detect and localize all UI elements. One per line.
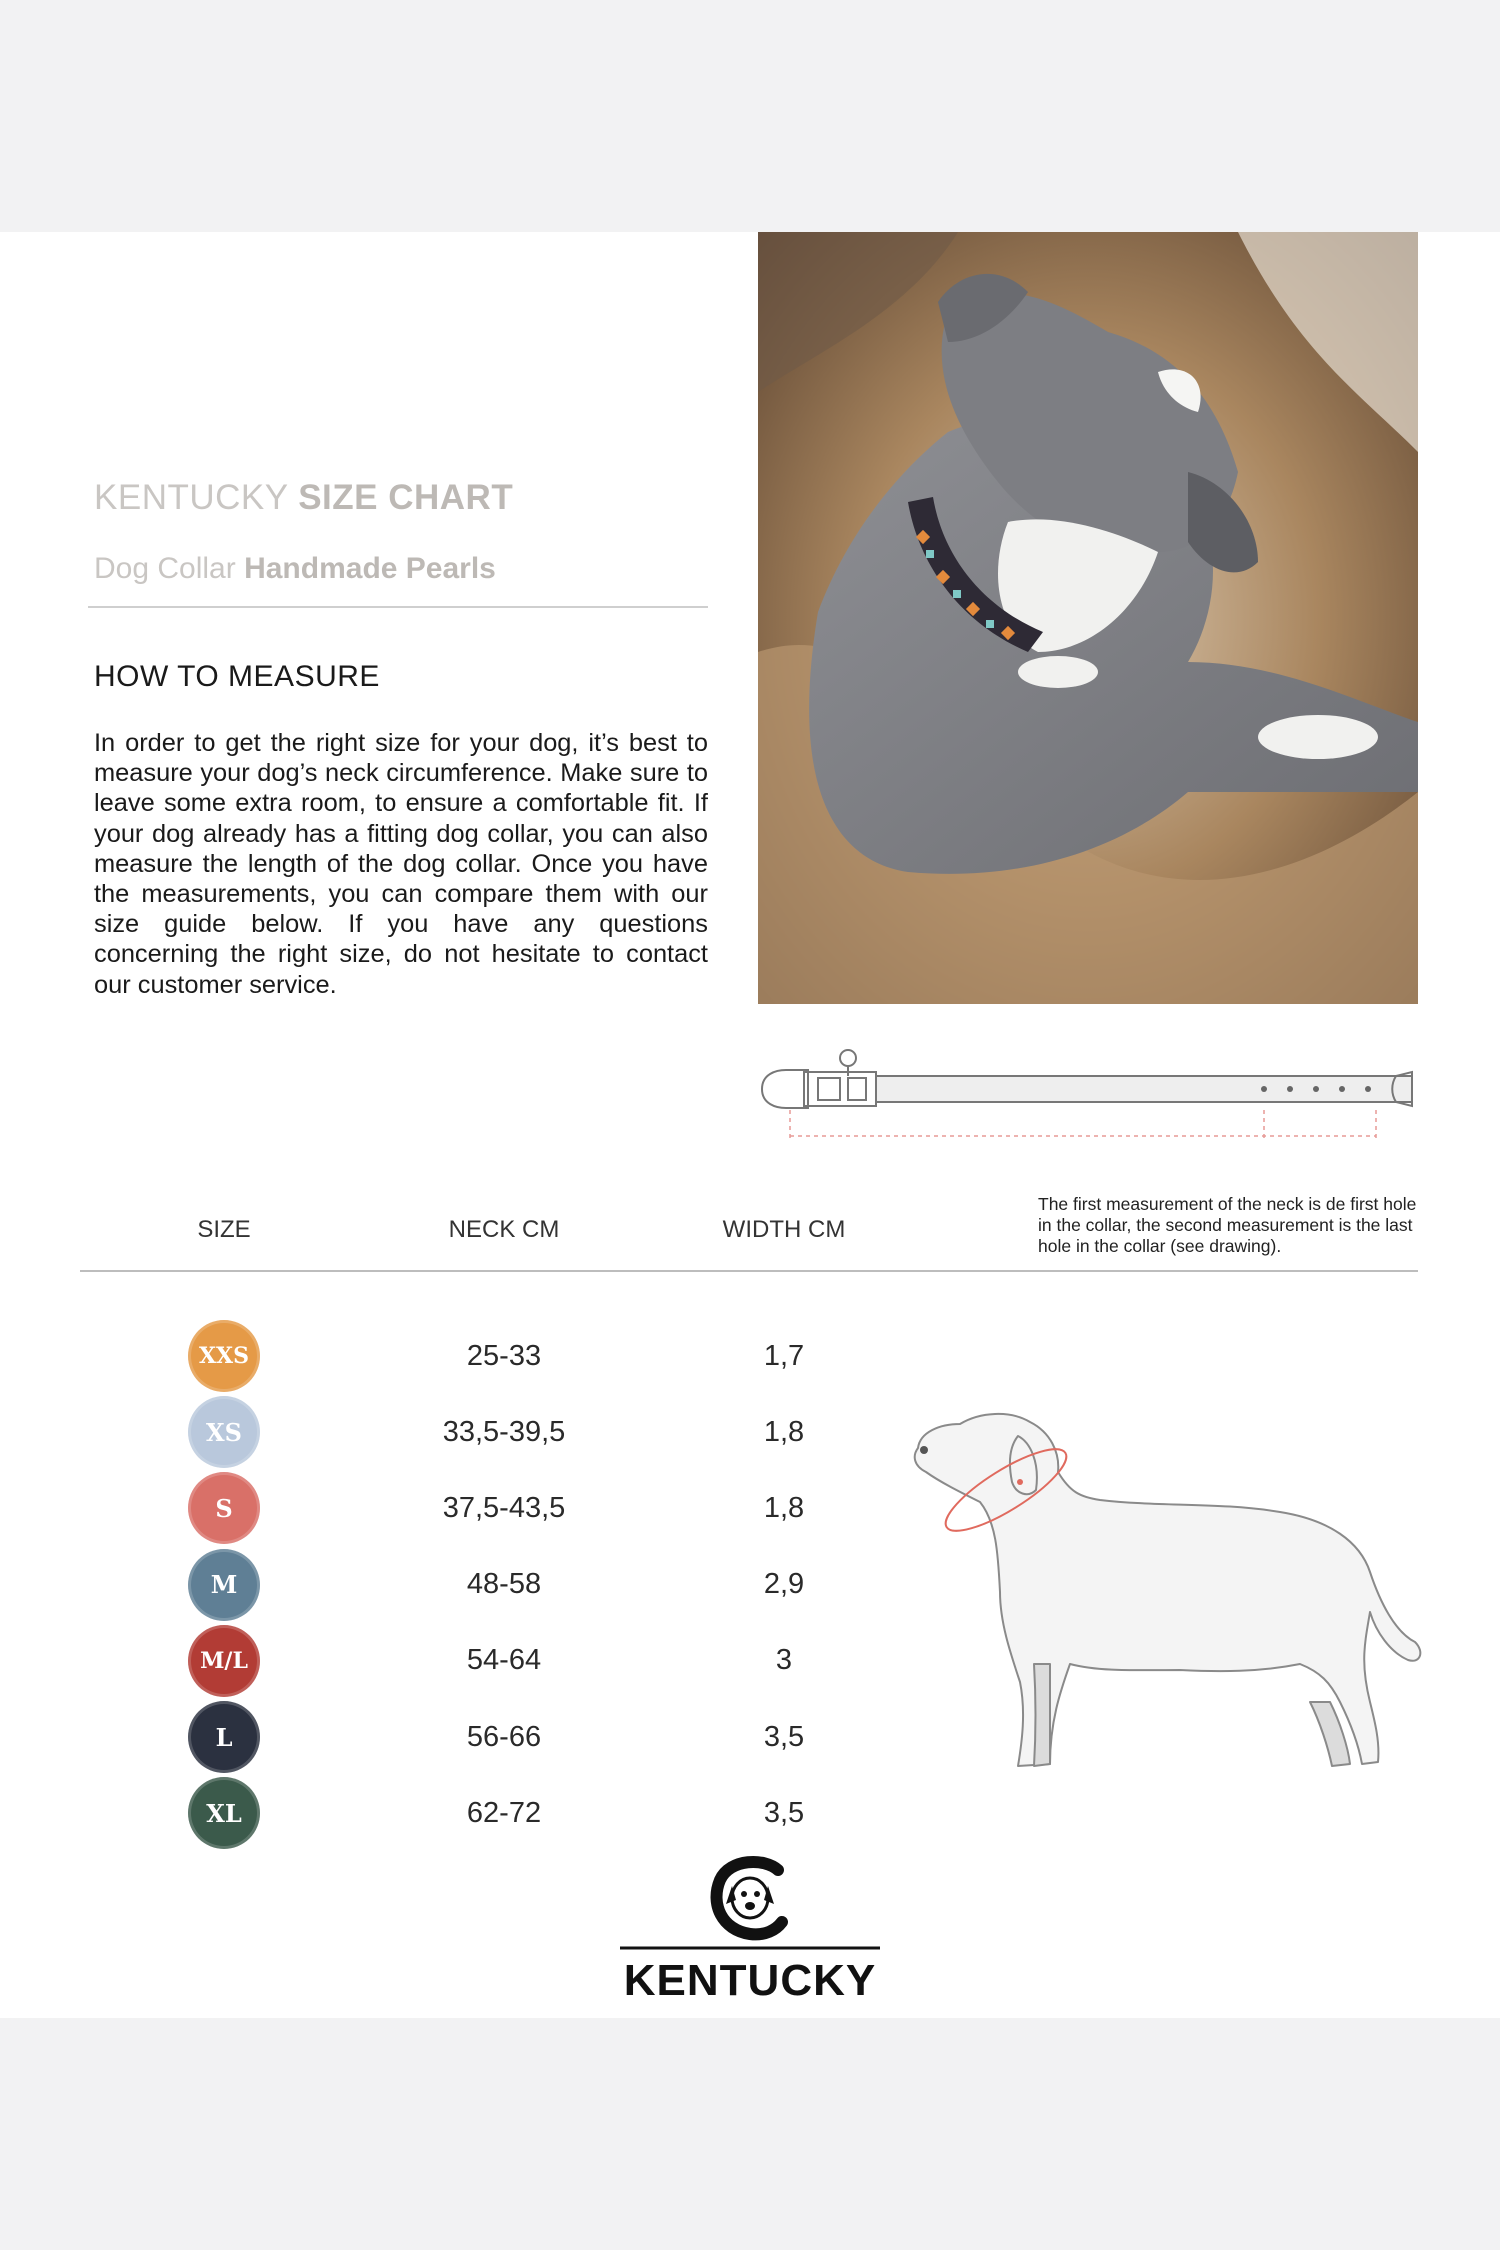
neck-cm-cell: 25-33 — [466, 1339, 542, 1372]
size-badge: L — [188, 1701, 260, 1773]
table-row — [0, 1547, 900, 1623]
product-subtitle: Dog Collar Handmade Pearls — [94, 552, 496, 585]
size-chart-title: KENTUCKY SIZE CHART — [94, 478, 514, 517]
how-to-measure-heading: HOW TO MEASURE — [94, 660, 380, 693]
width-cm-cell: 3,5 — [763, 1796, 805, 1829]
width-cm-cell: 1,8 — [763, 1491, 805, 1524]
size-badge: XS — [188, 1396, 260, 1468]
width-cm-cell: 2,9 — [763, 1568, 805, 1601]
table-row — [0, 1775, 900, 1851]
collar-diagram-icon — [756, 1044, 1420, 1144]
width-cm-cell: 1,7 — [763, 1339, 805, 1372]
width-cm-cell: 3,5 — [763, 1720, 805, 1753]
neck-cm-cell: 62-72 — [466, 1796, 542, 1829]
table-row — [0, 1394, 900, 1470]
neck-cm-cell: 48-58 — [466, 1568, 542, 1601]
header-neck-cm: NECK CM — [448, 1216, 560, 1243]
size-badge: XL — [188, 1777, 260, 1849]
header-width-cm: WIDTH CM — [722, 1216, 846, 1243]
size-badge: XXS — [188, 1320, 260, 1392]
table-row — [0, 1623, 900, 1699]
neck-cm-cell: 37,5-43,5 — [442, 1491, 566, 1524]
neck-cm-cell: 54-64 — [466, 1644, 542, 1677]
width-cm-cell: 3 — [775, 1644, 793, 1677]
width-cm-cell: 1,8 — [763, 1415, 805, 1448]
dog-outline-icon — [900, 1402, 1430, 1792]
size-chart-card — [0, 232, 1500, 2018]
table-divider — [80, 1270, 1418, 1272]
table-row — [0, 1699, 900, 1775]
header-size: SIZE — [197, 1216, 251, 1243]
kentucky-logo-text: KENTUCKY — [623, 1956, 877, 2005]
size-badge: S — [188, 1472, 260, 1544]
neck-cm-cell: 33,5-39,5 — [442, 1415, 566, 1448]
kentucky-logo-icon — [600, 1852, 900, 2012]
title-divider — [88, 606, 708, 608]
dog-photo — [758, 232, 1418, 1004]
table-row — [0, 1318, 900, 1394]
neck-cm-cell: 56-66 — [466, 1720, 542, 1753]
size-badge: M/L — [188, 1625, 260, 1697]
how-to-measure-text: In order to get the right size for your dog, it’s best to measure your dog’s neck circumference. Make sure to leave some extra room, to ensure a comfortable fit. If your dog already has a fitting dog collar, you can also measure the length of the dog collar. Once you have the measurements, you can compare them with our size guide below. If you have any questions concerning the right size, do not hesitate to contact our customer service. — [94, 729, 708, 999]
size-badge: M — [188, 1549, 260, 1621]
measurement-note: The first measurement of the neck is de first hole in the collar, the second measurement is the last hole in the collar (see drawing). — [1038, 1194, 1417, 1256]
table-row — [0, 1470, 900, 1546]
